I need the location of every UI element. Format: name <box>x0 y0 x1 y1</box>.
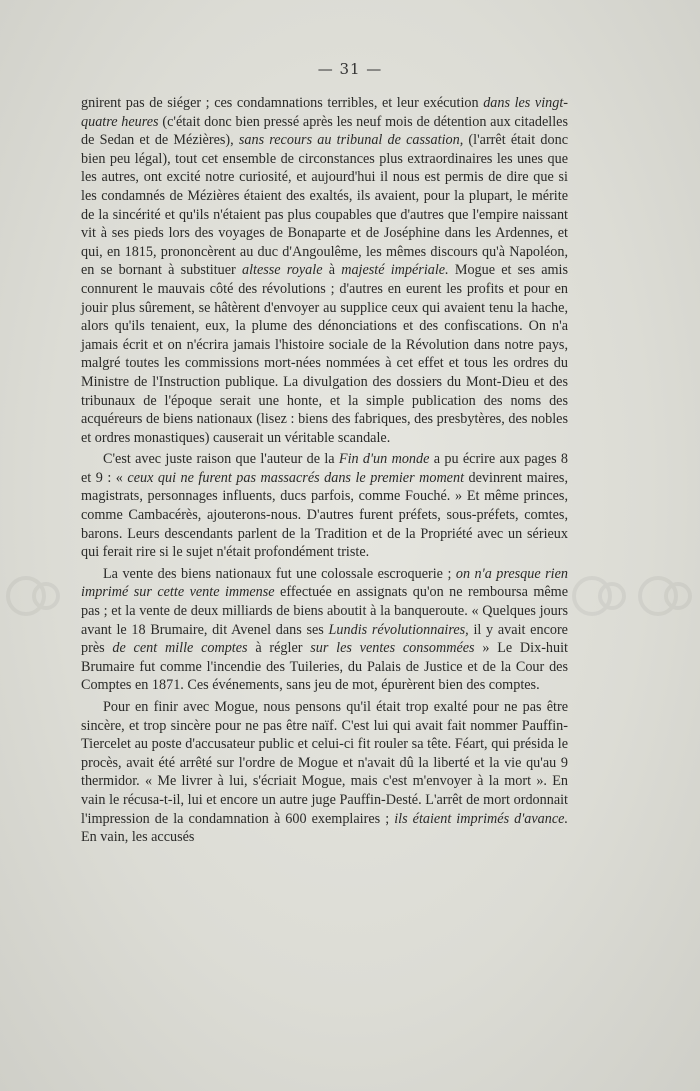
text-run: il y avait encore près <box>81 621 568 657</box>
italic-text: on n'a presque rien imprimé sur cette vente immense <box>81 565 568 601</box>
italic-text: ils étaient imprimés d'avance. <box>394 810 569 827</box>
page-number: — 31 — <box>317 60 383 78</box>
body-text <box>81 94 568 847</box>
text-run: à <box>322 262 342 279</box>
text-run: Mogue et ses amis connurent le mauvais côté des révolutions ; d'autres en eurent les profits et pour en jouir plus sûrement, se hâtèrent d'envoyer au supplice ceux qui avaient tenu la hache, alors qu'ils tenaient, eux, la plume des dénonciations et des confiscations. On n'a jamais écrit et on n'écrira jamais l'histoire sociale de la Révolution dans notre pays, malgré toutes les commissions mort-nées nommées à cet effet et tous les ordres du Ministre de l'Instruction publique. La divulgation des dossiers du Mont-Dieu et des tribunaux de l'époque serait une honte, et la simple publication des noms des acquéreurs de biens nationaux (lisez : biens des fabriques, des presbytères, des nobles et ordres monastiques) causerait un véritable scandale. <box>81 262 568 446</box>
watermark-left-icon <box>4 574 64 618</box>
italic-text: altesse royale <box>241 262 323 279</box>
paragraph <box>81 94 568 447</box>
italic-text: sur les ventes consommées <box>310 640 475 657</box>
italic-text: Fin d'un monde <box>338 451 430 468</box>
text-run: gnirent pas de siéger ; ces condamnations terribles, et leur exécution <box>81 95 484 111</box>
italic-text: de cent mille comptes <box>112 640 248 657</box>
paragraph <box>81 565 568 695</box>
text-run: (l'arrêt était donc bien peu légal), tout cet ensemble de circonstances plus extraordinaires les unes que les autres, ont excité notre curiosité, et aujourd'hui il nous est permis de dire que si les condamnés de Mézières étaient des exaltés, ils avaient, pour la plupart, le mérite de la sincérité et qu'ils n'étaient pas plus coupables que d'autres que l'empire naissant vit à ses pieds lors des voyages de Bonaparte et de Joséphine dans les Ardennes, et qui, en 1815, prononcèrent au duc d'Angoulême, les mêmes discours qu'à Napoléon, en se bornant à substituer <box>81 132 568 279</box>
italic-text: dans les vingt-quatre heures <box>81 95 569 130</box>
italic-text: majesté impériale. <box>341 262 449 279</box>
text-run: à régler <box>247 640 311 657</box>
text-run: (c'était donc bien pressé après les neuf mois de détention aux citadelles de Sedan et de Mézières), <box>81 113 569 149</box>
paragraph <box>81 450 568 562</box>
text-run: En vain, les accusés <box>81 829 195 846</box>
italic-text: sans recours au tribunal de cassation, <box>238 132 464 149</box>
text-run: La vente des biens nationaux fut une colossale escroquerie ; <box>103 565 456 582</box>
text-run: devinrent maires, magistrats, personnages influents, ducs parfois, comme Fouché. » Et même princes, comme Cambacérès, ajouterons-nous. D'autres furent préfets, sous-préfets, comtes, barons. Leurs descendants parlent de la Tradition et de la Propriété avec un sérieux qui ferait rire si le sujet n'était profondément triste. <box>81 469 568 561</box>
text-run: C'est avec juste raison que l'auteur de la <box>103 451 339 468</box>
watermark-center-icon <box>570 574 630 618</box>
italic-text: Lundis révolutionnaires, <box>328 621 469 638</box>
text-run: » Le Dix-huit Brumaire fut comme l'incendie des Tuileries, du Palais de Justice et de la Cour des Comptes en 1871. Ces événements, sans jeu de mot, épurèrent bien des comptes. <box>81 640 568 694</box>
text-run: Pour en finir avec Mogue, nous pensons qu'il était trop exalté pour ne pas être sincère, et trop sincère pour ne pas être naïf. C'est lui qui avait fait nommer Pauffin-Tiercelet au poste d'accusateur public et celui-ci fit rouler sa tête. Féart, qui présida le procès, avait été arrêté sur l'ordre de Mogue et n'avait dû la liberté et la vie qu'au 9 thermidor. « Me livrer à lui, s'écriait Mogue, mais c'est m'envoyer à la mort ». En vain le récusa-t-il, lui et encore un autre juge Pauffin-Desté. L'arrêt de mort ordonnait l'impression de la condamnation à 600 exemplaires ; <box>81 699 568 827</box>
watermark-right-icon <box>636 574 696 618</box>
text-run: a pu écrire aux pages 8 et 9 : « <box>81 451 569 486</box>
italic-text: ceux qui ne furent pas massacrés dans le premier moment <box>127 469 465 486</box>
text-run: effectuée en assignats qu'on ne remboursa même pas ; et la vente de deux milliards de biens aboutit à la banqueroute. « Quelques jours avant le 18 Brumaire, dit Avenel dans ses <box>81 584 568 638</box>
paragraph <box>81 698 568 847</box>
